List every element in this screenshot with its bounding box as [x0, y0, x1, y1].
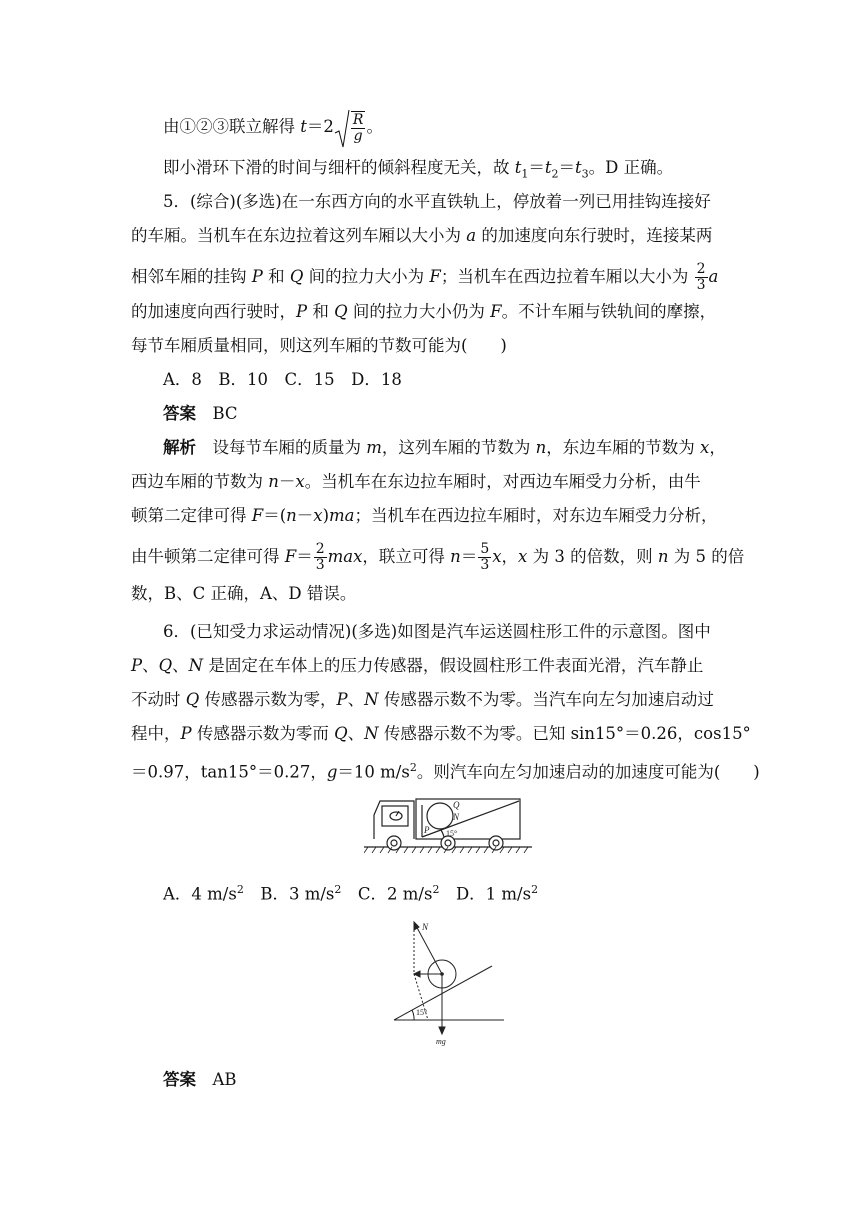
- truck-diagram: [364, 793, 532, 855]
- q5-stem-line-5: 每节车厢质量相同，则这列车厢的节数可能为( ): [131, 336, 507, 355]
- frac-num: R: [352, 112, 364, 128]
- q6-answer: [163, 1068, 237, 1092]
- q5-options: A．8 B．10 C．15 D．18: [163, 370, 402, 389]
- label-n: N: [453, 812, 460, 822]
- label-mg: mg: [436, 1037, 446, 1046]
- q5-analysis-line-4: 由牛顿第二定律可得 F＝ $\frac{2}{3}$ max，联立可得 n＝ $\frac{5}{3}$ x，x 为 3 的倍数，则 n 为 5 的倍: [131, 541, 745, 573]
- cab-window: [382, 806, 408, 826]
- answer-label: 答案: [163, 1070, 196, 1089]
- answer-value: AB: [212, 1070, 237, 1089]
- q5-stem-line-1: 5．(综合)(多选)在一东西方向的水平直铁轨上，停放着一列已用挂钩连接好: [163, 192, 711, 211]
- label-angle: 15°: [446, 829, 458, 838]
- wheel: [387, 836, 401, 850]
- q6-stem-line-5: ＝0.97，tan15°＝0.27，g＝10 $m/s^2$。则汽车向左匀加速启动的加速度可能为( ): [131, 761, 760, 782]
- q5-analysis-line-5: 数，B、C 正确，A、D 错误。: [131, 584, 357, 603]
- fraction: $\frac{2}{3}$: [696, 261, 706, 293]
- label-p: P: [424, 825, 430, 835]
- label-angle: 15°: [416, 1008, 428, 1017]
- solution-line-2: 即小滑环下滑的时间与细杆的倾斜程度无关，故 $t_1=t_2=t_3$。D 正确。: [163, 158, 674, 181]
- sqrt-expression: [334, 111, 367, 144]
- cylinder-workpiece: [427, 803, 453, 829]
- solution-line-1: [163, 111, 383, 144]
- q6-stem-line-1: 6．(已知受力求运动情况)(多选)如图是汽车运送圆柱形工件的示意图。图中: [163, 622, 711, 641]
- text: ＝2: [306, 117, 334, 136]
- text: 由①②③联立解得: [163, 117, 301, 136]
- frac-den: g: [353, 128, 363, 144]
- q6-stem-line-2: P、Q、N 是固定在车体上的压力传感器，假设圆柱形工件表面光滑，汽车静止: [131, 656, 704, 675]
- force-diagram: [388, 918, 506, 1046]
- q6-stem-line-4: 程中，P 传感器示数为零而 Q、N 传感器示数不为零。已知 sin15°＝0.26，cos15°: [131, 724, 751, 743]
- label-n: N: [422, 922, 429, 932]
- incline-line: [422, 801, 519, 837]
- wheel: [489, 836, 503, 850]
- q5-answer: [163, 402, 238, 426]
- q5-analysis-line-2: 西边车厢的节数为 n－x。当机车在东边拉车厢时，对西边车厢受力分析，由牛: [131, 472, 701, 491]
- label-q: Q: [453, 800, 460, 810]
- center-dot: [440, 972, 444, 976]
- q6-options: A．4 $m/s^2$ B．3 $m/s^2$ C．2 $m/s^2$ D．1 $m/s^2$: [163, 883, 539, 904]
- q5-stem-line-2: 的车厢。当机车在东边拉着这列车厢以大小为 a 的加速度向东行驶时，连接某两: [131, 226, 713, 245]
- q6-stem-line-3: 不动时 Q 传感器示数为零，P、N 传感器示数不为零。当汽车向左匀加速启动过: [131, 690, 714, 709]
- analysis-label: 解析: [163, 438, 196, 457]
- q5-analysis-line-1: 解析 设每节车厢的质量为 m，这列车厢的节数为 n，东边车厢的节数为 x，: [163, 438, 726, 457]
- q5-analysis-line-3: 顿第二定律可得 F＝(n－x)ma；当机车在西边拉车厢时，对东边车厢受力分析，: [131, 506, 718, 525]
- wheel: [441, 836, 455, 850]
- answer-label: 答案: [163, 404, 196, 423]
- text: 。: [366, 117, 383, 136]
- q5-stem-line-4: 的加速度向西行驶时，P 和 Q 间的拉力大小仍为 F。不计车厢与铁轨间的摩擦，: [131, 302, 717, 321]
- answer-value: BC: [212, 404, 238, 423]
- q5-stem-line-3: 相邻车厢的挂钩 P 和 Q 间的拉力大小为 F；当机车在西边拉着车厢以大小为 $\frac{2}{3}$ a: [131, 261, 719, 293]
- var-t: t: [300, 117, 307, 136]
